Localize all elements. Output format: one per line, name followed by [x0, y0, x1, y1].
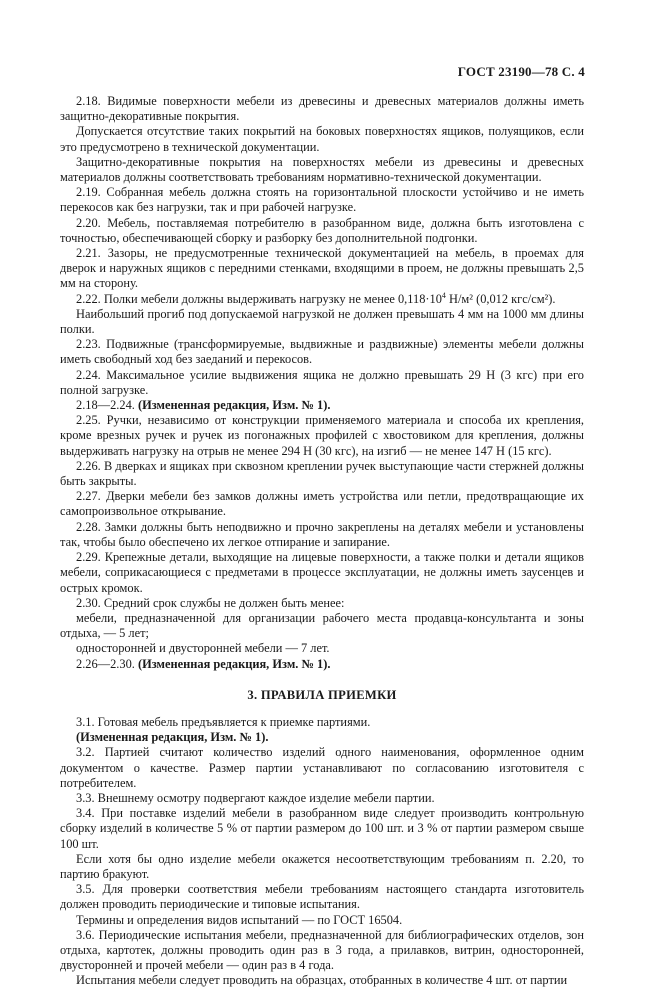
paragraph: Испытания мебели следует проводить на образцах, отобранных в количестве 4 шт. от партии [76, 973, 568, 988]
paragraph: 2.26. В дверках и ящиках при сквозном креплении ручек выступающие части стержней должны быть закрыты. [60, 458, 584, 489]
paragraph: 2.18. Видимые поверхности мебели из древесины и древесных материалов должны иметь защитно-декоративные покрытия. [60, 94, 584, 124]
paragraph: Допускается отсутствие таких покрытий на боковых поверхностях ящиков, полуящиков, если это предусмотрено в технической документации. [60, 124, 584, 154]
section-heading: 3. ПРАВИЛА ПРИЕМКИ [247, 687, 397, 702]
paragraph: 2.29. Крепежные детали, выходящие на лицевые поверхности, а также полки и детали ящиков мебели, соприкасающиеся с предметами в процессе эксплуатации, не должны иметь заусенцев и острых кромок. [60, 550, 584, 595]
paragraph: Если хотя бы одно изделие мебели окажется несоответствующим требованиям п. 2.20, то партию бракуют. [60, 851, 584, 881]
amendment-note [60, 657, 584, 672]
paragraph: 2.23. Подвижные (трансформируемые, выдвижные и раздвижные) элементы мебели должны иметь свободный ход без заеданий и перекосов. [60, 337, 584, 367]
paragraph: 2.21. Зазоры, не предусмотренные технической документацией на мебель, в проемах для дверок и наружных ящиков с передними стенками, входящими в проем, не должны превышать 2,5 мм на сторону. [60, 246, 584, 291]
paragraph: 2.30. Средний срок службы не должен быть менее: [76, 595, 345, 610]
paragraph: 2.25. Ручки, независимо от конструкции применяемого материала и способа их крепления, кроме врезных ручек и ручек из погонажных профилей с хвостовиком для крепления, должны выдерживать нагрузку на отрыв не менее 294 Н (30 кгс), на изгиб — не менее 147 Н (15 кгс). [60, 413, 584, 458]
paragraph: 2.24. Максимальное усилие выдвижения ящика не должно превышать 29 Н (3 кгс) при его полной загрузке. [60, 367, 584, 397]
paragraph: 3.5. Для проверки соответствия мебели требованиям настоящего стандарта изготовитель должен проводить периодические и типовые испытания. [60, 882, 584, 912]
amendment-note [60, 398, 584, 413]
paragraph: Защитно-декоративные покрытия на поверхностях мебели из древесины и древесных материалов должны соответствовать требованиям нормативно-технической документации. [60, 154, 584, 185]
paragraph: 3.2. Партией считают количество изделий одного наименования, оформленное одним документом о качестве. Размер партии устанавливают по согласованию изготовителя с потребителем. [60, 745, 584, 790]
paragraph-2-22-text: 2.22. Полки мебели должны выдерживать нагрузку не менее 0,118·10 [76, 291, 442, 306]
paragraph: Термины и определения видов испытаний — по ГОСТ 16504. [76, 912, 403, 927]
paragraph: 3.3. Внешнему осмотру подвергают каждое изделие мебели партии. [76, 790, 435, 805]
paragraph: 2.28. Замки должны быть неподвижно и прочно закреплены на деталях мебели и установлены так, чтобы было обеспечено их легкое отпирание и запирание. [60, 519, 584, 549]
amendment-bold: (Измененная редакция, Изм. № 1). [137, 398, 331, 413]
paragraph: мебели, предназначенной для организации рабочего места продавца-консультанта и зоны отдыха, — 5 лет; [60, 610, 584, 641]
paragraph: односторонней и двусторонней мебели — 7 лет. [76, 641, 330, 656]
paragraph: 3.6. Периодические испытания мебели, предназначенной для библиографических отделов, зон отдыха, картотек, должны проводить один раз в 3 года, а прилавков, витрин, односторонней, двусторонней и прочей мебели — один раз в 4 года. [60, 927, 584, 973]
page-header: ГОСТ 23190—78 С. 4 [457, 64, 585, 79]
amendment-prefix: 2.18—2.24. [76, 398, 138, 413]
exponent: 4 [441, 290, 446, 300]
paragraph: Наибольший прогиб под допускаемой нагрузкой не должен превышать 4 мм на 1000 мм длины полки. [60, 306, 584, 337]
paragraph: 3.1. Готовая мебель предъявляется к приемке партиями. [76, 714, 371, 729]
amendment-bold: (Измененная редакция, Изм. № 1). [137, 656, 331, 671]
paragraph: 3.4. При поставке изделий мебели в разобранном виде следует производить контрольную сборку изделий в количестве 5 % от партии размером до 100 шт. и 3 % от партии размером свыше 100 шт. [60, 806, 584, 851]
paragraph-2-22 [60, 292, 584, 307]
paragraph: 2.19. Собранная мебель должна стоять на горизонтальной плоскости устойчиво и не иметь перекосов как без нагрузки, так и при рабочей нагрузке. [60, 185, 584, 215]
paragraph: 2.27. Дверки мебели без замков должны иметь устройства или петли, предотвращающие их самопроизвольное открывание. [60, 489, 584, 519]
amendment-note: (Измененная редакция, Изм. № 1). [76, 730, 269, 745]
document-body [60, 94, 584, 989]
paragraph: 2.20. Мебель, поставляемая потребителю в разобранном виде, должна быть изготовлена с точностью, обеспечивающей сборку и разборку без дополнительной подгонки. [60, 215, 584, 245]
amendment-prefix: 2.26—2.30. [76, 656, 138, 671]
paragraph-2-22-tail: Н/м² (0,012 кгс/см²). [445, 291, 556, 306]
